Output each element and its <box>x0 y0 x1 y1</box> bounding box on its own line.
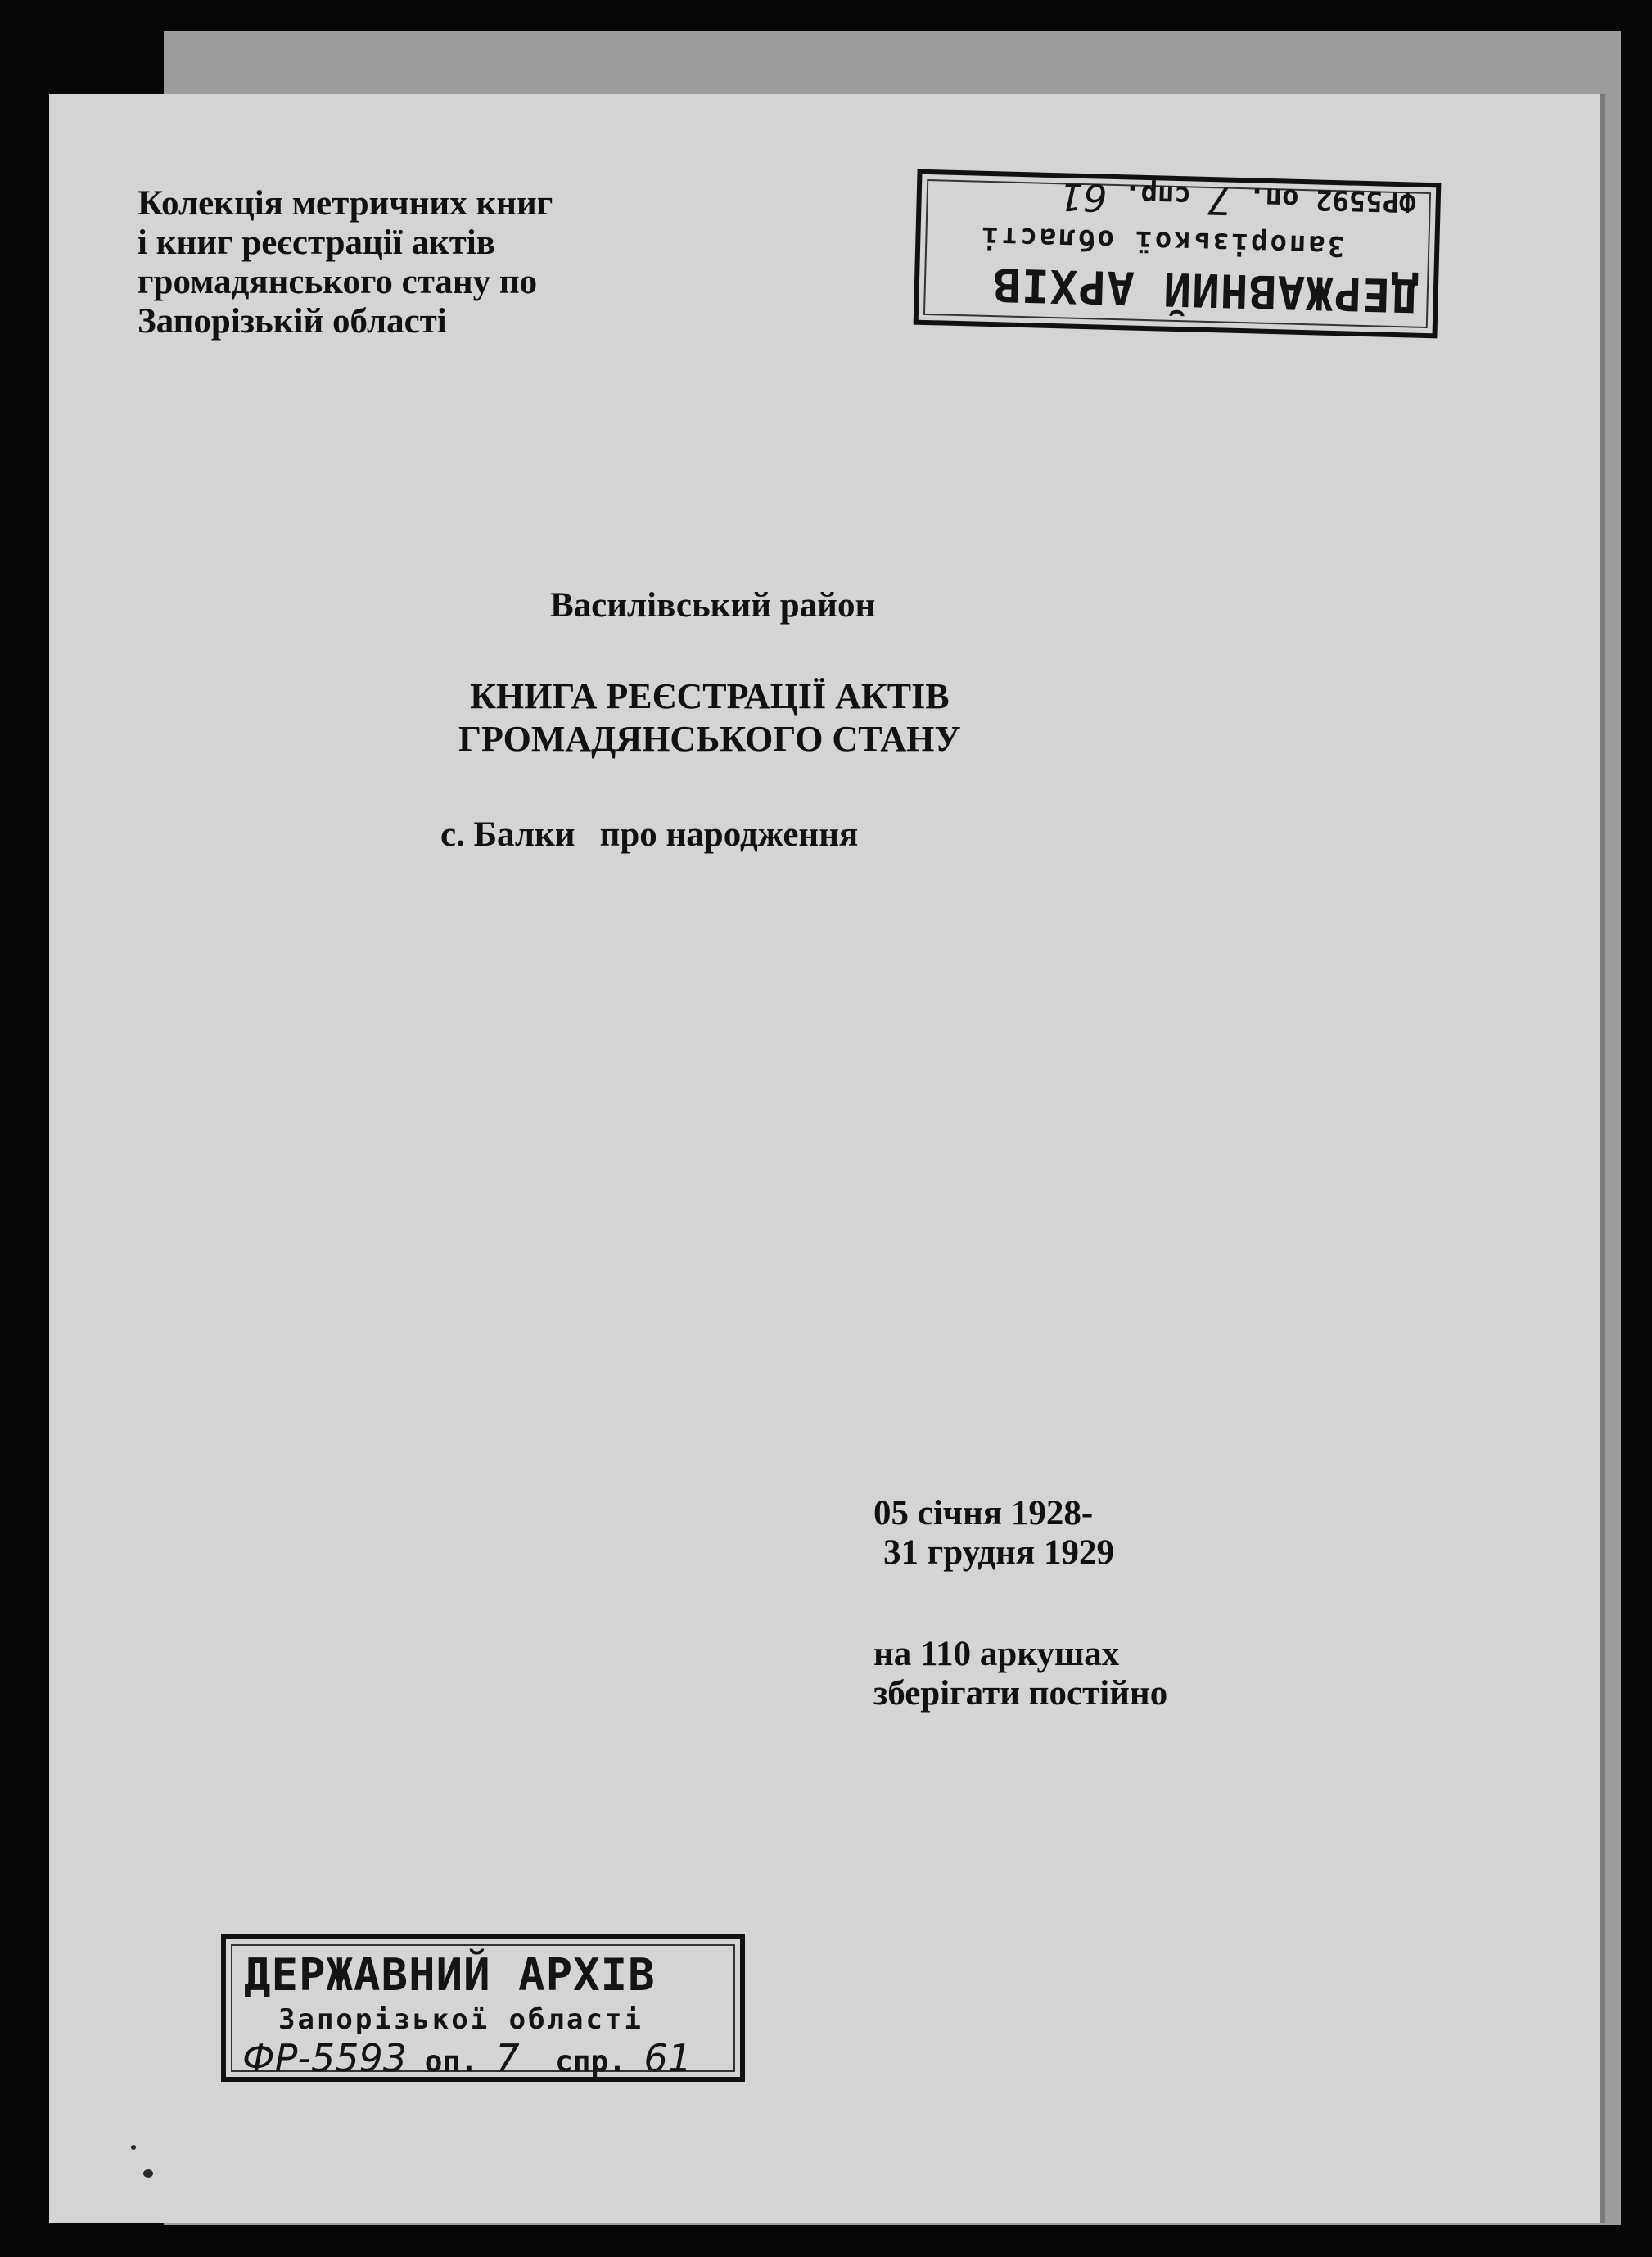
sheet-count: на 110 аркушах <box>873 1635 1120 1673</box>
archive-stamp-top <box>914 169 1442 339</box>
village-line <box>440 815 858 855</box>
stamp-spr-label: спр. <box>555 2045 626 2079</box>
stamp-opys-number: 7 <box>1207 178 1233 223</box>
stamp-archive-name: ДЕРЖАВНИЙ АРХІВ <box>244 1949 656 2001</box>
district-name: Василівський район <box>550 586 876 625</box>
collection-line: громадянського стану по <box>138 263 538 301</box>
stamp-region: Запорізької області <box>278 2003 643 2036</box>
collection-header <box>138 184 553 341</box>
stamp-reference <box>242 2036 692 2080</box>
sheets-info <box>873 1635 1167 1713</box>
stamp-archive-name: ДЕРЖАВНИЙ АРХІВ <box>991 257 1420 322</box>
stamp-fund: ФР-5593 <box>242 2036 408 2080</box>
stamp-region: Запорізької області <box>979 219 1345 263</box>
book-title-line: ГРОМАДЯНСЬКОГО СТАНУ <box>458 719 961 759</box>
date-end: 31 грудня 1929 <box>883 1533 1114 1572</box>
stamp-spr-label: спр. <box>1123 178 1192 213</box>
stamp-case-number: 61 <box>643 2036 692 2080</box>
date-start: 05 січня 1928- <box>873 1494 1094 1533</box>
stamp-case-number: 61 <box>1058 174 1108 220</box>
scan-speck <box>143 2169 153 2178</box>
document-page <box>49 94 1603 2223</box>
storage-term: зберігати постійно <box>873 1674 1168 1713</box>
village-name: с. Балки <box>440 815 575 854</box>
collection-line: Колекція метричних книг <box>138 184 553 223</box>
collection-line: Запорізькій області <box>138 302 447 341</box>
collection-line: і книг реєстрації актів <box>138 223 496 262</box>
book-title <box>458 675 961 761</box>
book-title-line: КНИГА РЕЄСТРАЦІЇ АКТІВ <box>470 676 950 716</box>
page-edge <box>1600 94 1605 2223</box>
stamp-op-label: оп. <box>424 2045 478 2079</box>
stamp-opys-number: 7 <box>495 2036 520 2080</box>
stamp-reference <box>1058 174 1416 228</box>
archive-stamp-bottom <box>221 1934 745 2082</box>
scan-speck <box>131 2145 136 2150</box>
date-range <box>873 1494 1114 1573</box>
record-type: про народження <box>599 815 859 854</box>
stamp-fund: ФР5592 оп. <box>1248 181 1417 219</box>
